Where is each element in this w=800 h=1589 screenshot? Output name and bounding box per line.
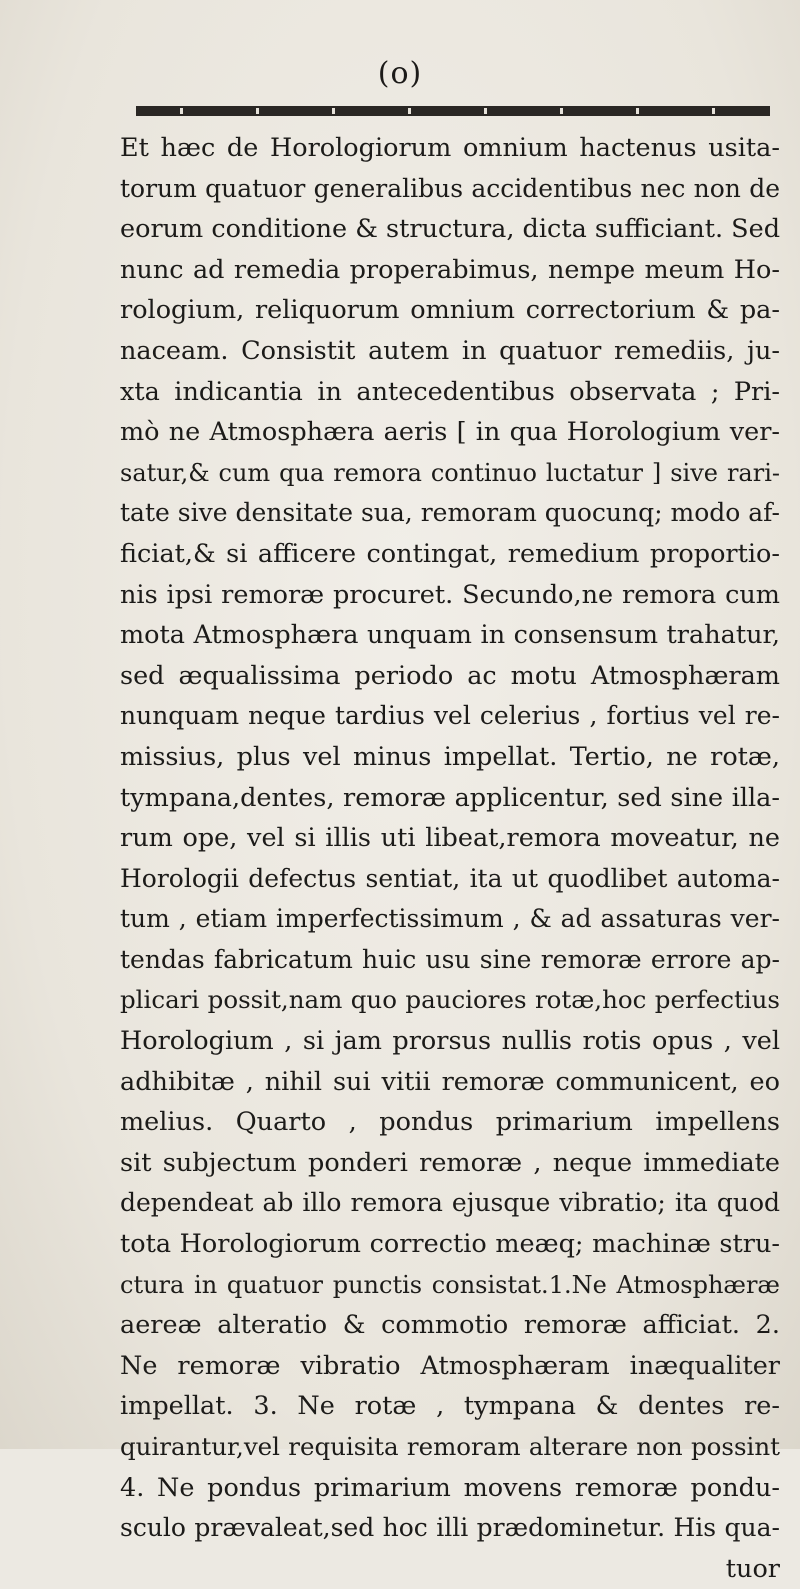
text-line: mò ne Atmosphæra aeris [ in qua Horologium ver- bbox=[120, 417, 780, 448]
text-line: sed æqualissima periodo ac motu Atmosphæram bbox=[120, 660, 780, 691]
text-line: Horologii defectus sentiat, ita ut quodlibet automa- bbox=[120, 863, 780, 893]
text-line: 4. Ne pondus primarium movens remoræ pondu- bbox=[120, 1472, 780, 1503]
text-line: naceam. Consistit autem in quatuor remediis, ju- bbox=[120, 335, 780, 366]
page-number: (o) bbox=[377, 56, 423, 91]
text-line: missius, plus vel minus impellat. Tertio, ne rotæ, bbox=[120, 741, 780, 772]
text-line: xta indicantia in antecedentibus observata ; Pri- bbox=[120, 376, 780, 407]
text-line: rologium, reliquorum omnium correctorium & pa- bbox=[120, 295, 780, 326]
body-text bbox=[120, 128, 780, 1589]
text-line: ficiat,& si afficere contingat, remedium proportio- bbox=[120, 538, 780, 569]
text-line: nunc ad remedia properabimus, nempe meum Ho- bbox=[120, 254, 780, 285]
text-line: dependeat ab illo remora ejusque vibratio; ita quod bbox=[120, 1188, 780, 1218]
text-line: melius. Quarto , pondus primarium impellens bbox=[120, 1107, 780, 1138]
text-line: sit subjectum ponderi remoræ , neque immediate bbox=[120, 1147, 780, 1178]
text-line: rum ope, vel si illis uti libeat,remora moveatur, ne bbox=[120, 823, 780, 854]
catchword: tuor bbox=[725, 1553, 780, 1584]
text-line: tendas fabricatum huic usu sine remoræ errore ap- bbox=[120, 944, 780, 974]
text-line: ctura in quatuor punctis consistat.1.Ne Atmosphæræ bbox=[120, 1270, 780, 1299]
ornament-rule bbox=[136, 104, 770, 118]
text-line: Et hæc de Horologiorum omnium hactenus usita- bbox=[120, 133, 780, 163]
text-line: torum quatuor generalibus accidentibus nec non de bbox=[120, 173, 780, 203]
text-line: nunquam neque tardius vel celerius , fortius vel re- bbox=[120, 701, 780, 731]
text-line: nis ipsi remoræ procuret. Secundo,ne remora cum bbox=[120, 579, 780, 610]
text-line: satur,& cum qua remora continuo luctatur ] sive rari- bbox=[120, 458, 780, 487]
text-line: Horologium , si jam prorsus nullis rotis opus , vel bbox=[120, 1026, 780, 1057]
text-line: mota Atmosphæra unquam in consensum trahatur, bbox=[120, 620, 780, 651]
text-line: sculo prævaleat,sed hoc illi prædominetur. His qua- bbox=[120, 1513, 780, 1543]
text-line: tate sive densitate sua, remoram quocunq; modo af- bbox=[120, 498, 780, 528]
text-line: eorum conditione & structura, dicta sufficiant. Sed bbox=[120, 214, 781, 245]
text-line: plicari possit,nam quo pauciores rotæ,hoc perfectius bbox=[120, 985, 780, 1015]
text-line: tum , etiam imperfectissimum , & ad assaturas ver- bbox=[120, 904, 780, 934]
text-line: tympana,dentes, remoræ applicentur, sed sine illa- bbox=[120, 782, 780, 813]
text-line: quirantur,vel requisita remoram alterare non possint bbox=[120, 1432, 780, 1461]
text-line: impellat. 3. Ne rotæ , tympana & dentes re- bbox=[120, 1391, 780, 1422]
text-line: tota Horologiorum correctio meæq; machinæ stru- bbox=[120, 1229, 780, 1260]
text-line: adhibitæ , nihil sui vitii remoræ communicent, eo bbox=[120, 1066, 780, 1097]
text-line: aereæ alteratio & commotio remoræ afficiat. 2. bbox=[120, 1310, 780, 1341]
text-line: Ne remoræ vibratio Atmosphæram inæqualiter bbox=[120, 1350, 780, 1381]
